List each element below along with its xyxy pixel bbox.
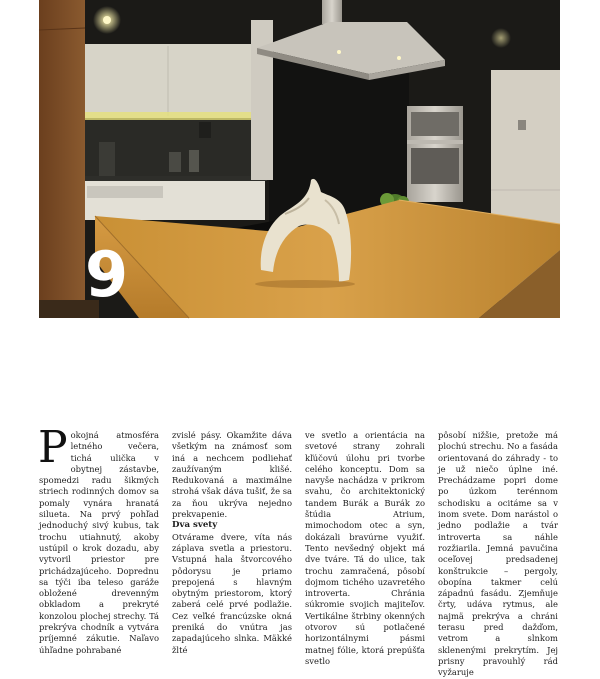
column-2-text-top: zvislé pásy. Okamžite dáva všetkým na známosť som iná a nechcem podliehať zaužívaným klišé. Redukovaná a maximálne strohá však dáva tušiť, že sa za ňou ukrýva nejedno prekvapenie.	[172, 430, 293, 520]
article-body	[38, 422, 560, 678]
article-column-3	[305, 430, 425, 667]
page-number: 9	[85, 238, 128, 311]
wood-wall-panel	[39, 0, 85, 318]
kitchen-photo	[39, 0, 560, 318]
article-column-2	[172, 430, 292, 656]
column-4-text: pôsobí nižšie, pretože má plochú strechu. No a fasáda orientovaná do záhrady - to je už niečo úplne iné. Prechádzame popri dome po úzkom terénnom schodisku a ocitáme sa v inom svete. Dom narástol o jedno podlažie a tvár introverta sa náhle rozžiarila. Jemná pavučina oceľovej predsadenej konštrukcie – pergoly, obopína takmer celú západnú fasádu. Zjemňuje črty, udáva rytmus, ale najmä prekrýva a chráni terasu pred dažďom, vetrom a slnkom sklenenými prekrytím. Jej prisny pravouhlý rád vyžaruje	[438, 430, 558, 678]
range-hood	[322, 0, 342, 24]
drop-cap: P	[38, 422, 68, 473]
column-3-text: ve svetlo a orientácia na svetové strany zohrali kľúčovú úlohu pri tvorbe celého konceptu. Dom sa navyše nachádza v prikrom svahu, čo architektonický tandem Burák a Burák zo štúdia Atrium, mimochodom otec a syn, dokázali bravúrne využiť. Tento nevšedný objekt má dve tváre. Tá do ulice, tak trochu zamračená, pôsobí dojmom tichého uzavretého introverta. Chránia súkromie svojich majiteľov. Vertikálne štrbiny okenných otvorov sú potlačené horizontálnymi pásmi matnej fólie, ktorá prepúšťa svetlo	[305, 430, 425, 666]
article-column-1	[38, 422, 159, 656]
column-1-text: okojná atmosféra letného večera, tichá ulička v obytnej zástavbe, spomedzi radu šikmých striech rodinných domov sa pomaly vynára hranatá silueta. Na prvý pohľad jednoduchý sivý kubus, tak trochu utiahnutý, akoby ustúpil o krok dozadu, aby vytvoril priestor pre prichádzajúceho. Doprednu sa týči iba teleso garáže obložené drevenným obkladom a prekryté konzolou plochej strechy. Tá prekrýva chodník a vytvára príjemné zákutie. Naľavo úhľadne pohrabané	[39, 430, 159, 655]
section-subheading: Dva svety	[172, 520, 218, 531]
article-column-4	[438, 430, 558, 679]
column-2-text-bottom: Otvárame dvere, víta nás záplava svetla a priestoru. Vstupná hala štvorcového pôdorysu je priamo prepojená s hlavným obytným priestorom, ktorý zaberá celé prvé podlažie. Cez veľké francúzske okná preniká do vnútra jas zapadajúceho slnka. Mäkké žlté	[172, 531, 292, 655]
